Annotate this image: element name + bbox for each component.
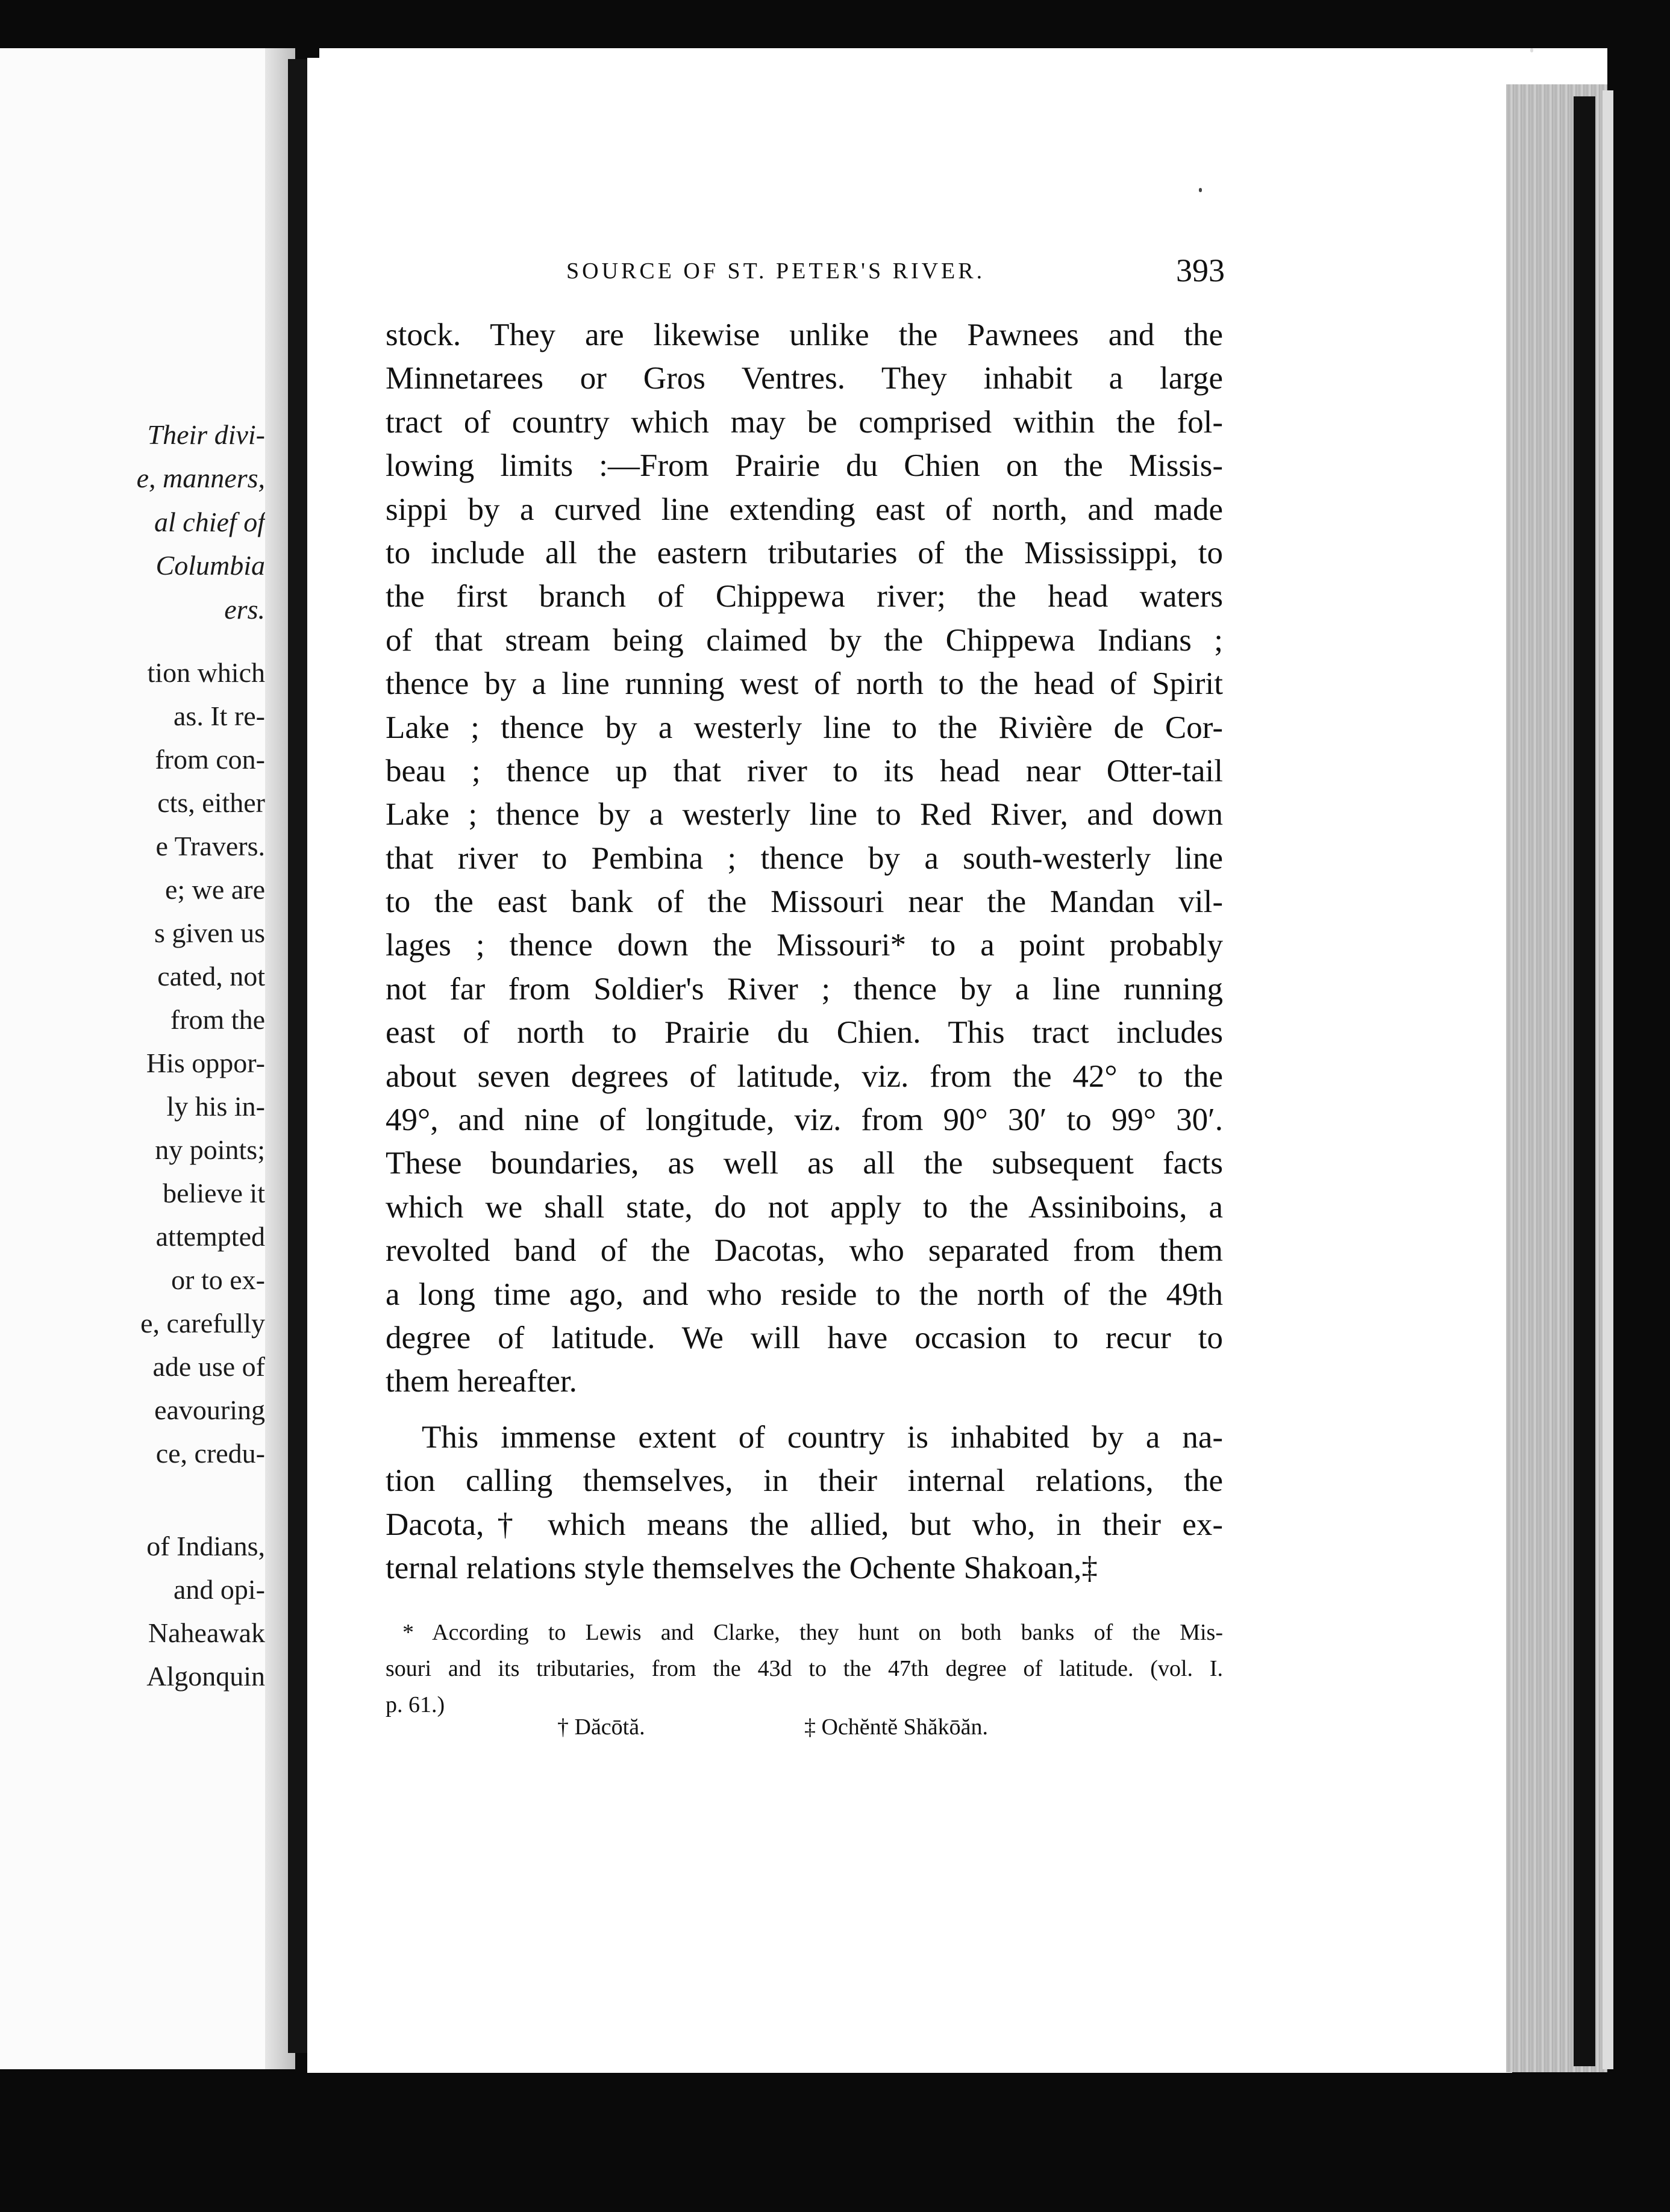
fore-edge-light-strip xyxy=(1603,90,1613,2069)
text-line: These boundaries, as well as all the subsequent facts xyxy=(386,1146,1223,1181)
left-page-line: as. It re- xyxy=(174,701,265,731)
page-number: 393 xyxy=(1176,252,1225,289)
left-page-line: attempted xyxy=(155,1221,265,1252)
scan-border-right xyxy=(1607,0,1670,2212)
text-line: Lake ; thence by a westerly line to the Rivière de Cor- xyxy=(386,710,1223,745)
text-line: about seven degrees of latitude, viz. from the 42° to the xyxy=(386,1058,1223,1094)
scan-border-top xyxy=(0,0,1670,48)
left-page-line: Naheawak xyxy=(148,1617,265,1648)
paper-speck xyxy=(1199,188,1202,192)
left-page-line: believe it xyxy=(163,1178,265,1208)
text-line: to the east bank of the Missouri near the Mandan vil- xyxy=(386,884,1223,920)
left-page-line: s given us xyxy=(154,917,265,948)
text-line: stock. They are likewise unlike the Pawnees and the xyxy=(386,317,1223,352)
left-page-line: of Indians, xyxy=(146,1531,265,1561)
text-line: tract of country which may be comprised within the fol- xyxy=(386,404,1223,440)
text-line: tion calling themselves, in their internal relations, the xyxy=(386,1463,1223,1499)
footnote-double-dagger: ‡ Ochĕntĕ Shăkōăn. xyxy=(804,1714,988,1740)
text-line: revolted band of the Dacotas, who separated from them xyxy=(386,1233,1223,1269)
left-page-line: tion which xyxy=(147,657,265,688)
left-page-line: and opi- xyxy=(173,1574,265,1605)
text-line: lowing limits :—From Prairie du Chien on the Missis- xyxy=(386,448,1223,484)
scan-border-bottom xyxy=(0,2069,1670,2212)
left-page-line: e; we are xyxy=(165,874,265,905)
left-page-line: al chief of xyxy=(154,507,265,537)
fore-edge-dark-strip xyxy=(1574,96,1595,2066)
text-line: Lake ; thence by a westerly line to Red River, and down xyxy=(386,797,1223,833)
left-page-line: ade use of xyxy=(152,1351,265,1382)
text-line: them hereafter. xyxy=(386,1364,577,1399)
running-head: SOURCE OF ST. PETER'S RIVER. xyxy=(566,258,986,284)
text-line: that river to Pembina ; thence by a south-westerly line xyxy=(386,840,1223,876)
text-line: thence by a line running west of north to the head of Spirit xyxy=(386,666,1223,702)
left-page-line: ce, credu- xyxy=(155,1438,265,1469)
footnote-dagger: † Dăcōtă. xyxy=(557,1714,645,1740)
text-line: Dacota,† which means the allied, but who, in their ex- xyxy=(386,1507,1223,1542)
left-page-line: Algonquin xyxy=(146,1661,265,1692)
text-line: the first branch of Chippewa river; the head waters xyxy=(386,579,1223,614)
text-line: lages ; thence down the Missouri* to a point probably xyxy=(386,928,1223,963)
paper-speck xyxy=(1530,48,1533,52)
left-page-line: Their divi- xyxy=(147,419,265,450)
text-line: ternal relations style themselves the Ochente Shakoan,‡ xyxy=(386,1550,1098,1586)
left-page-line: from con- xyxy=(155,744,265,775)
left-page-line: e, manners, xyxy=(136,463,265,493)
left-page-line: ers. xyxy=(224,594,265,625)
left-page-line: His oppor- xyxy=(146,1048,265,1078)
left-facing-page xyxy=(0,48,265,2069)
text-line: east of north to Prairie du Chien. This tract includes xyxy=(386,1015,1223,1051)
text-line: of that stream being claimed by the Chippewa Indians ; xyxy=(386,622,1223,658)
footnote-line: souri and its tributaries, from the 43d to the 47th degree of latitude. (vol. I. xyxy=(386,1656,1223,1681)
text-line: which we shall state, do not apply to the Assiniboins, a xyxy=(386,1189,1223,1225)
left-page-line: Columbia xyxy=(155,550,265,581)
text-line: Minnetarees or Gros Ventres. They inhabit a large xyxy=(386,361,1223,396)
text-line: This immense extent of country is inhabited by a na- xyxy=(422,1419,1223,1455)
left-page-line: cated, not xyxy=(157,961,265,992)
left-page-line: ly his in- xyxy=(166,1091,265,1122)
footnotes xyxy=(386,1614,1223,1723)
body-text xyxy=(386,313,1223,1590)
text-line: sippi by a curved line extending east of north, and made xyxy=(386,492,1223,527)
text-line: beau ; thence up that river to its head near Otter-tail xyxy=(386,753,1223,789)
left-page-line: or to ex- xyxy=(171,1264,265,1295)
text-line: to include all the eastern tributaries of the Mississippi, to xyxy=(386,535,1223,570)
left-page-line: ny points; xyxy=(155,1134,265,1165)
left-page-line: e Travers. xyxy=(155,831,265,861)
left-page-line: eavouring xyxy=(154,1395,265,1425)
left-page-line: e, carefully xyxy=(140,1308,265,1339)
left-page-line: from the xyxy=(170,1004,265,1035)
footnote-line: * According to Lewis and Clarke, they hunt on both banks of the Mis- xyxy=(402,1620,1223,1645)
left-page-line: cts, either xyxy=(157,787,265,818)
text-line: 49°, and nine of longitude, viz. from 90° 30′ to 99° 30′. xyxy=(386,1102,1223,1138)
footnote-line: p. 61.) xyxy=(386,1692,445,1717)
text-line: degree of latitude. We will have occasion to recur to xyxy=(386,1320,1223,1355)
text-line: not far from Soldier's River ; thence by a line running xyxy=(386,971,1223,1007)
text-line: a long time ago, and who reside to the north of the 49th xyxy=(386,1276,1223,1312)
